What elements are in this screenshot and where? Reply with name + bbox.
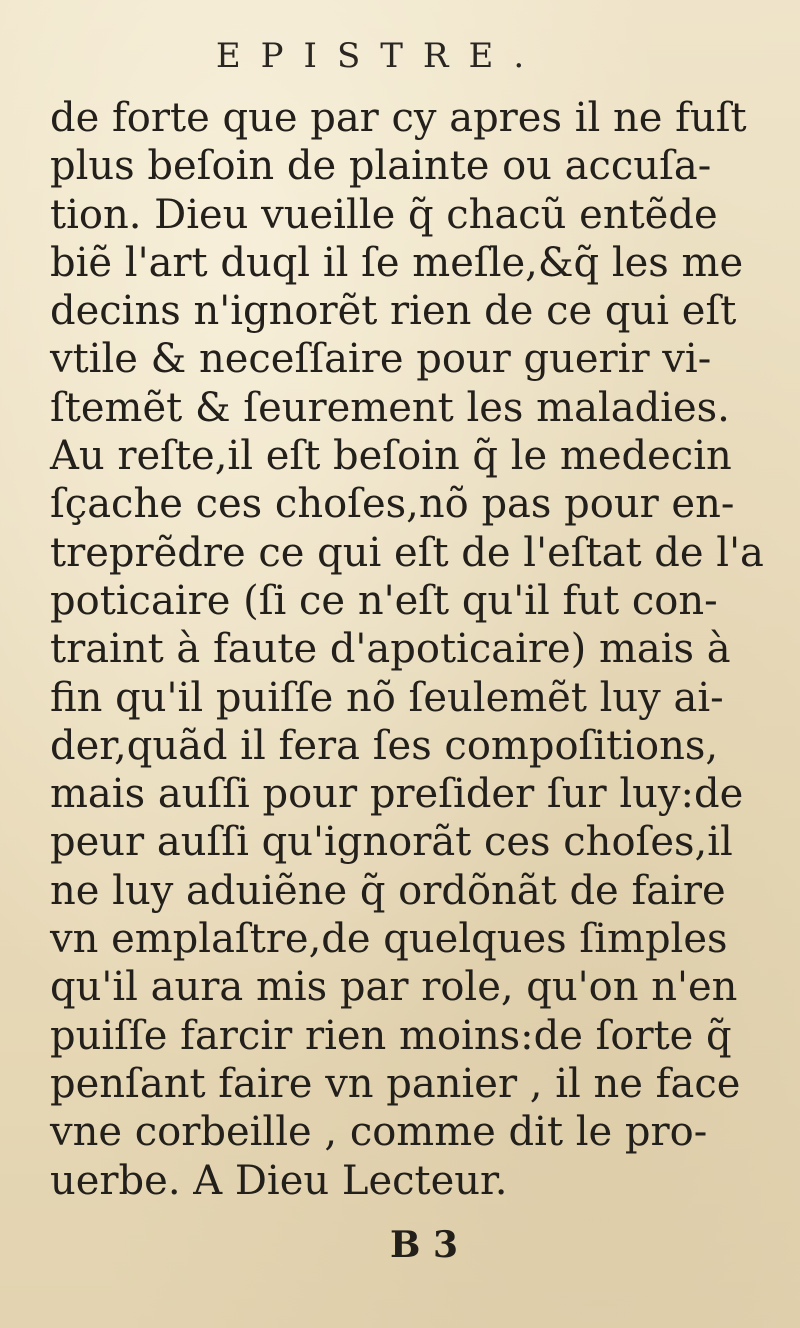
text-line: vne corbeille , comme dit le pro- [50,1109,708,1156]
text-line: penſant faire vn panier , il ne face [50,1060,741,1107]
text-line: decins n'ignorẽt rien de ce qui eſt [50,288,737,335]
text-line: qu'il aura mis par role, qu'on n'en [50,964,738,1011]
text-line: treprẽdre ce qui eſt de l'eſtat de l'a [50,529,764,576]
signature-mark: B 3 [390,1224,459,1266]
text-line: plus beſoin de plainte ou accuſa- [50,143,712,190]
text-line: fin qu'il puiſſe nõ ſeulemẽt luy ai- [50,674,724,721]
text-line: puiſſe farcir rien moins:de ſorte q̃ [50,1012,732,1059]
text-line: uerbe. A Dieu Lecteur. [50,1157,508,1204]
text-line: ſtemẽt & ſeurement les maladies. [50,384,730,431]
text-line: ſçache ces choſes,nõ pas pour en- [50,481,735,528]
text-line: peur auſſi qu'ignorãt ces choſes,il [50,819,733,866]
body-text [50,94,764,1205]
text-line: vtile & neceſſaire pour guerir vi- [50,336,712,383]
text-line: biẽ l'art duql il ſe meſle,&q̃ les me [50,239,744,286]
text-line: Au reſte,il eſt beſoin q̃ le medecin [50,433,732,480]
text-line: mais auſſi pour preſider ſur luy:de [50,771,744,818]
text-line: traint à faute d'apoticaire) mais à [50,626,731,673]
text-line: vn emplaſtre,de quelques ſimples [50,916,728,963]
running-header: EPISTRE. [215,36,545,76]
text-line: der,quãd il fera ſes compoſitions, [50,722,719,769]
text-line: poticaire (ſi ce n'eſt qu'il fut con- [50,577,718,624]
text-line: de forte que par cy apres il ne fuſt [50,95,747,141]
text-line: tion. Dieu vueille q̃ chacũ entẽde [50,191,718,238]
text-line: ne luy aduiẽne q̃ ordõnãt de faire [50,867,726,914]
